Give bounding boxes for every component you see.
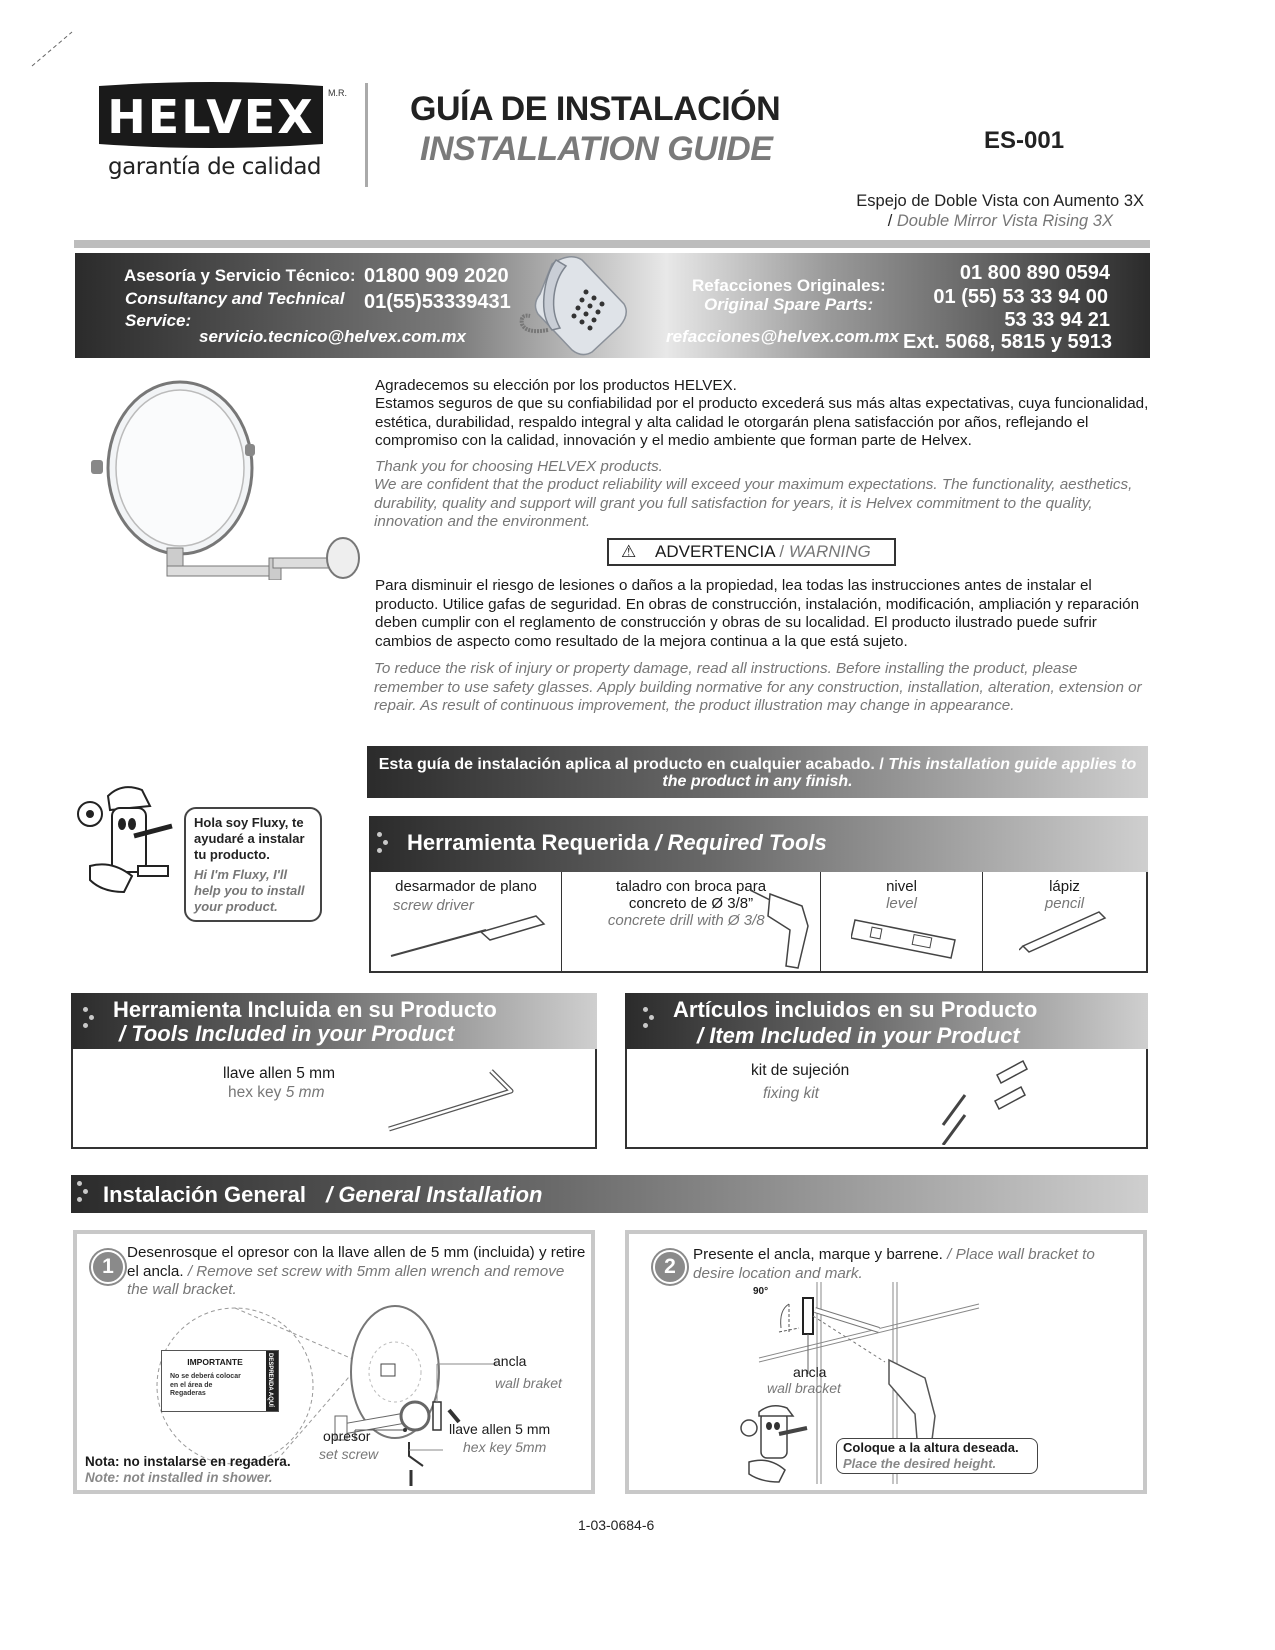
required-tools-table — [369, 872, 1148, 973]
step-2-panel — [625, 1230, 1147, 1494]
tool-es: desarmador de plano — [395, 878, 537, 895]
mascot-bubble-en: Hi I'm Fluxy, I'll help you to install your product. — [194, 867, 305, 914]
important-tab-text: DESPRENDA AQUÍ — [267, 1353, 273, 1407]
fixing-kit-icon — [937, 1055, 1037, 1145]
tool-cell-pencil — [983, 872, 1146, 971]
tech-phone-1[interactable]: 01800 909 2020 — [364, 265, 509, 287]
telephone-icon — [512, 254, 632, 357]
screwdriver-icon — [386, 910, 556, 960]
tool-es: taladro con broca para — [615, 878, 767, 895]
important-text: No se deberá colocar en el área de Regaderas — [170, 1373, 241, 1397]
important-label — [161, 1350, 279, 1412]
drill-icon — [750, 880, 820, 970]
tool-es: nivel — [886, 878, 917, 895]
screw-callout-en: set screw — [319, 1446, 379, 1462]
fluxy-mascot-small — [739, 1398, 819, 1488]
step-number-1: 1 — [91, 1250, 125, 1284]
tech-label-es: Asesoría y Servicio Técnico: — [124, 266, 356, 285]
intro-en-1: Thank you for choosing HELVEX products. — [375, 458, 663, 475]
crop-mark — [30, 30, 74, 68]
warning-label-es: ADVERTENCIA — [655, 542, 775, 561]
mascot-bubble-es: Hola soy Fluxy, te ayudaré a instalar tu producto. — [194, 815, 305, 862]
brand-tagline: garantía de calidad — [108, 154, 322, 180]
tool-en: pencil — [1044, 895, 1085, 912]
key-callout-es: llave allen 5 mm — [449, 1421, 551, 1437]
pencil-icon — [1019, 910, 1119, 960]
step-2-text-en: / Place wall bracket to desire location and mark. — [693, 1246, 1095, 1282]
hex-key-en-a: hex key — [228, 1084, 282, 1101]
product-name-en — [888, 212, 1113, 231]
warning-sep: / — [779, 542, 785, 561]
screw-callout-es: opresor — [323, 1428, 371, 1444]
warning-text-es: Para disminuir el riesgo de lesiones o daños a la propiedad, lea todas las instrucciones antes de instalar el producto. Utilice gafas de seguridad. En obras de construcción, instalación, modificación, ampliación y reparación deben cumplir con el reglamento de construcción y obras de su localidad. El producto ilustrado puede sufrir cambios de aspecto como resultado de la mejora continua a la que está sujeto. — [375, 577, 1140, 650]
tech-email[interactable]: servicio.tecnico@helvex.com.mx — [199, 327, 466, 346]
tool-en: level — [886, 895, 917, 912]
tools-included-title-es: Herramienta Incluida en su Producto — [113, 997, 497, 1022]
step-2-bubble-en: Place the desired height. — [843, 1456, 997, 1471]
step-1-text-en: / Remove set screw with 5mm allen wrench and remove the wall bracket. — [127, 1262, 565, 1298]
finish-note-band — [367, 746, 1148, 798]
hex-key-icon — [385, 1067, 525, 1137]
mirror-product-image — [85, 380, 365, 580]
warning-text-en: To reduce the risk of injury or property damage, read all instructions. Before installing the product, please remember to use safety glasses. Apply building normative for any construction, installation, alteration, extension or repair. As result of continuous improvement, the product illustration may change in appearance. — [374, 660, 1142, 714]
required-tools-header — [369, 816, 1148, 872]
fluxy-mascot-image — [72, 780, 182, 900]
fixing-kit-en: fixing kit — [763, 1085, 819, 1102]
anchor-callout-en: wall braket — [495, 1375, 562, 1391]
bullet-dots-icon — [377, 832, 391, 858]
parts-email[interactable]: refacciones@helvex.com.mx — [666, 327, 899, 346]
product-sep: / — [887, 212, 893, 230]
important-title: IMPORTANTE — [187, 1357, 243, 1367]
title-en: INSTALLATION GUIDE — [420, 130, 773, 168]
tools-included-body — [71, 1049, 597, 1149]
header-rule — [74, 240, 1150, 248]
model-code: ES-001 — [984, 127, 1065, 154]
warning-triangle-icon: ⚠ — [621, 542, 637, 561]
general-installation-title-en: / General Installation — [326, 1182, 543, 1207]
fixing-kit-es: kit de sujeción — [751, 1062, 850, 1079]
step-1-panel — [73, 1230, 595, 1494]
parts-label-en: Original Spare Parts: — [704, 295, 874, 314]
tech-phone-2[interactable]: 01(55)53339431 — [364, 291, 511, 313]
items-included-header — [625, 993, 1148, 1049]
bullet-dots-icon — [83, 1007, 97, 1033]
parts-phone-3[interactable]: 53 33 94 21 — [1004, 309, 1110, 331]
parts-phone-2[interactable]: 01 (55) 53 33 94 00 — [933, 286, 1108, 308]
finish-note-sep: / — [879, 756, 884, 773]
parts-ext: Ext. 5068, 5815 y 5913 — [902, 331, 1112, 353]
step-2-text-es: Presente el ancla, marque y barrene. — [693, 1246, 943, 1263]
tool-es-2: concreto de Ø 3/8” — [628, 895, 754, 912]
parts-label-es: Refacciones Originales: — [692, 276, 886, 295]
document-code: 1-03-0684-6 — [578, 1517, 655, 1533]
step-number-2: 2 — [653, 1250, 687, 1284]
tools-included-title-en: / Tools Included in your Product — [119, 1021, 455, 1046]
intro-es-1: Agradecemos su elección por los productos HELVEX. — [375, 377, 737, 394]
hex-key-es: llave allen 5 mm — [223, 1065, 335, 1082]
finish-note-en: This installation guide applies to the product in any finish. — [662, 756, 1137, 790]
general-installation-title-es: Instalación General — [103, 1182, 306, 1207]
hex-key-en-b: 5 mm — [285, 1084, 325, 1101]
tool-en: concrete drill with Ø 3/8 " — [607, 912, 775, 929]
tool-es: lápiz — [1049, 878, 1080, 895]
tech-label-en-1: Consultancy and Technical — [125, 289, 345, 308]
anchor-callout-es: ancla — [493, 1353, 527, 1369]
angle-label: 90° — [753, 1286, 769, 1297]
tool-cell-level — [821, 872, 983, 971]
required-tools-title-en: / Required Tools — [655, 830, 827, 855]
tool-en: screw driver — [393, 897, 474, 914]
step-2-bubble — [836, 1438, 1038, 1474]
items-included-title-es: Artículos incluidos en su Producto — [673, 997, 1038, 1022]
finish-note-es: Esta guía de instalación aplica al producto en cualquier acabado. — [378, 756, 875, 773]
helvex-logo — [93, 82, 329, 148]
tool-cell-drill — [562, 872, 821, 971]
header-divider — [365, 83, 368, 187]
items-included-body — [625, 1049, 1148, 1149]
brand-mark: M.R. — [328, 88, 347, 98]
anchor-callout-en: wall bracket — [767, 1380, 841, 1396]
general-installation-header — [71, 1175, 1148, 1213]
step-1-note-en: Note: not installed in shower. — [85, 1470, 273, 1485]
bullet-dots-icon — [77, 1181, 91, 1207]
mascot-speech-bubble — [184, 807, 322, 922]
brand-name: HELVEX — [107, 90, 315, 144]
product-en: Double Mirror Vista Rising 3X — [896, 212, 1113, 230]
tools-included-header — [71, 993, 597, 1049]
important-tab — [266, 1351, 278, 1411]
step-2-bubble-es: Coloque a la altura deseada. — [843, 1440, 1019, 1455]
intro-es-2: Estamos seguros de que su confiabilidad por el producto excederá sus más altas expectativas, cuya funcionalidad, estética, durabilidad, respaldo integral y alta calidad le otorgarán plena satisfacción por años, reflejando el compromiso con la calidad, innovación y el medio ambiente que forman parte de Helvex. — [375, 395, 1149, 449]
required-tools-title-es: Herramienta Requerida — [407, 830, 650, 855]
warning-box — [607, 538, 896, 566]
title-es: GUÍA DE INSTALACIÓN — [410, 90, 781, 128]
warning-label-en: WARNING — [788, 542, 871, 561]
anchor-callout-es: ancla — [793, 1364, 827, 1380]
parts-phone-1[interactable]: 01 800 890 0594 — [959, 262, 1110, 284]
product-name-es: Espejo de Doble Vista con Aumento 3X — [856, 192, 1144, 210]
step-1-text-es: Desenrosque el opresor con la llave allen de 5 mm (incluida) y retire el ancla. — [127, 1244, 586, 1280]
level-icon — [851, 914, 961, 964]
tech-label-en-2: Service: — [125, 311, 192, 330]
step-1-note-es: Nota: no instalarse en regadera. — [85, 1454, 291, 1469]
items-included-title-en: / Item Included in your Product — [697, 1023, 1020, 1048]
key-callout-en: hex key 5mm — [463, 1439, 547, 1455]
bullet-dots-icon — [643, 1007, 657, 1033]
tool-cell-screwdriver — [371, 872, 562, 971]
intro-en-2: We are confident that the product reliability will exceed your maximum expectations. The functionality, aesthetics, durability, quality and support will grant you full satisfaction for years, it is Helvex commitment to the quality, innovation and the environment. — [374, 476, 1133, 530]
